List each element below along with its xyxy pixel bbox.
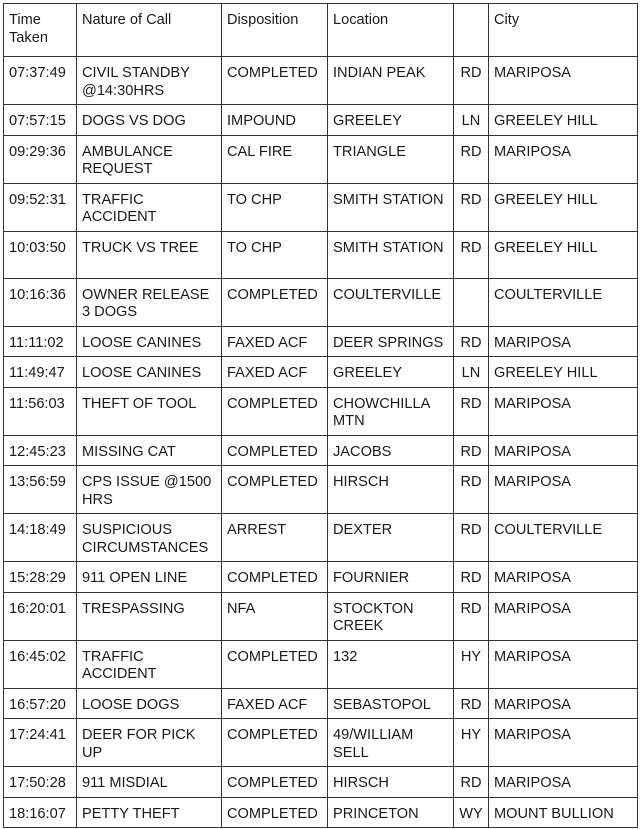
street-suffix-cell: RD <box>454 514 489 562</box>
location-cell: GREELEY <box>328 105 454 136</box>
location-cell: 132 <box>328 640 454 688</box>
header-nature-of-call: Nature of Call <box>77 4 222 57</box>
disposition-cell: COMPLETED <box>222 767 328 798</box>
city-cell: MARIPOSA <box>489 767 638 798</box>
table-row <box>4 387 638 435</box>
city-cell: GREELEY HILL <box>489 231 638 278</box>
location-cell: HIRSCH <box>328 466 454 514</box>
location-cell: PRINCETON <box>328 797 454 828</box>
nature-cell: OWNER RELEASE 3 DOGS <box>77 278 222 326</box>
street-suffix-cell: LN <box>454 357 489 388</box>
nature-cell: LOOSE CANINES <box>77 357 222 388</box>
table-row <box>4 231 638 278</box>
city-cell: GREELEY HILL <box>489 105 638 136</box>
header-row <box>4 4 638 57</box>
disposition-cell: COMPLETED <box>222 57 328 105</box>
table-row <box>4 688 638 719</box>
nature-cell: TRAFFIC ACCIDENT <box>77 183 222 231</box>
time-cell: 10:03:50 <box>4 231 77 278</box>
disposition-cell: FAXED ACF <box>222 326 328 357</box>
street-suffix-cell: RD <box>454 183 489 231</box>
location-cell: FOURNIER <box>328 562 454 593</box>
time-cell: 17:50:28 <box>4 767 77 798</box>
city-cell: MARIPOSA <box>489 592 638 640</box>
table-row <box>4 797 638 828</box>
nature-cell: THEFT OF TOOL <box>77 387 222 435</box>
location-cell: SMITH STATION <box>328 183 454 231</box>
location-cell: DEXTER <box>328 514 454 562</box>
table-row <box>4 135 638 183</box>
location-cell: 49/WILLIAM SELL <box>328 719 454 767</box>
table-row <box>4 592 638 640</box>
time-cell: 11:56:03 <box>4 387 77 435</box>
table-row <box>4 435 638 466</box>
disposition-cell: COMPLETED <box>222 719 328 767</box>
header-street-suffix <box>454 4 489 57</box>
city-cell: MARIPOSA <box>489 57 638 105</box>
disposition-cell: COMPLETED <box>222 278 328 326</box>
city-cell: COULTERVILLE <box>489 514 638 562</box>
time-cell: 16:45:02 <box>4 640 77 688</box>
nature-cell: PETTY THEFT <box>77 797 222 828</box>
location-cell: CHOWCHILLA MTN <box>328 387 454 435</box>
street-suffix-cell: HY <box>454 719 489 767</box>
nature-cell: TRUCK VS TREE <box>77 231 222 278</box>
location-cell: SEBASTOPOL <box>328 688 454 719</box>
disposition-cell: TO CHP <box>222 183 328 231</box>
time-cell: 09:52:31 <box>4 183 77 231</box>
nature-cell: TRESPASSING <box>77 592 222 640</box>
table-row <box>4 719 638 767</box>
city-cell: COULTERVILLE <box>489 278 638 326</box>
city-cell: MARIPOSA <box>489 562 638 593</box>
nature-cell: LOOSE CANINES <box>77 326 222 357</box>
location-cell: HIRSCH <box>328 767 454 798</box>
time-cell: 07:37:49 <box>4 57 77 105</box>
street-suffix-cell: RD <box>454 326 489 357</box>
nature-cell: AMBULANCE REQUEST <box>77 135 222 183</box>
city-cell: GREELEY HILL <box>489 357 638 388</box>
street-suffix-cell: LN <box>454 105 489 136</box>
location-cell: SMITH STATION <box>328 231 454 278</box>
nature-cell: 911 OPEN LINE <box>77 562 222 593</box>
header-location: Location <box>328 4 454 57</box>
table-row <box>4 562 638 593</box>
table-row <box>4 278 638 326</box>
street-suffix-cell: RD <box>454 387 489 435</box>
disposition-cell: COMPLETED <box>222 640 328 688</box>
disposition-cell: FAXED ACF <box>222 688 328 719</box>
street-suffix-cell: RD <box>454 767 489 798</box>
nature-cell: CPS ISSUE @1500 HRS <box>77 466 222 514</box>
location-cell: COULTERVILLE <box>328 278 454 326</box>
time-cell: 17:24:41 <box>4 719 77 767</box>
call-log-table <box>3 3 638 828</box>
nature-cell: TRAFFIC ACCIDENT <box>77 640 222 688</box>
header-time-taken: Time Taken <box>4 4 77 57</box>
city-cell: MARIPOSA <box>489 688 638 719</box>
city-cell: MARIPOSA <box>489 135 638 183</box>
location-cell: GREELEY <box>328 357 454 388</box>
location-cell: STOCKTON CREEK <box>328 592 454 640</box>
table-row <box>4 640 638 688</box>
nature-cell: CIVIL STANDBY @14:30HRS <box>77 57 222 105</box>
nature-cell: DOGS VS DOG <box>77 105 222 136</box>
time-cell: 12:45:23 <box>4 435 77 466</box>
nature-cell: SUSPICIOUS CIRCUMSTANCES <box>77 514 222 562</box>
table-row <box>4 57 638 105</box>
time-cell: 11:49:47 <box>4 357 77 388</box>
location-cell: DEER SPRINGS <box>328 326 454 357</box>
time-cell: 16:57:20 <box>4 688 77 719</box>
location-cell: INDIAN PEAK <box>328 57 454 105</box>
disposition-cell: IMPOUND <box>222 105 328 136</box>
city-cell: MARIPOSA <box>489 640 638 688</box>
street-suffix-cell: RD <box>454 562 489 593</box>
disposition-cell: ARREST <box>222 514 328 562</box>
street-suffix-cell: RD <box>454 688 489 719</box>
street-suffix-cell: RD <box>454 57 489 105</box>
disposition-cell: COMPLETED <box>222 387 328 435</box>
disposition-cell: CAL FIRE <box>222 135 328 183</box>
street-suffix-cell: RD <box>454 135 489 183</box>
table-row <box>4 357 638 388</box>
nature-cell: DEER FOR PICK UP <box>77 719 222 767</box>
time-cell: 07:57:15 <box>4 105 77 136</box>
table-row <box>4 514 638 562</box>
disposition-cell: COMPLETED <box>222 435 328 466</box>
city-cell: MARIPOSA <box>489 719 638 767</box>
time-cell: 13:56:59 <box>4 466 77 514</box>
time-cell: 15:28:29 <box>4 562 77 593</box>
street-suffix-cell: RD <box>454 231 489 278</box>
disposition-cell: COMPLETED <box>222 466 328 514</box>
street-suffix-cell: RD <box>454 466 489 514</box>
table-row <box>4 767 638 798</box>
time-cell: 11:11:02 <box>4 326 77 357</box>
header-disposition: Disposition <box>222 4 328 57</box>
nature-cell: MISSING CAT <box>77 435 222 466</box>
disposition-cell: FAXED ACF <box>222 357 328 388</box>
street-suffix-cell: RD <box>454 592 489 640</box>
disposition-cell: COMPLETED <box>222 562 328 593</box>
nature-cell: LOOSE DOGS <box>77 688 222 719</box>
table-row <box>4 466 638 514</box>
time-cell: 09:29:36 <box>4 135 77 183</box>
city-cell: GREELEY HILL <box>489 183 638 231</box>
city-cell: MARIPOSA <box>489 326 638 357</box>
street-suffix-cell: WY <box>454 797 489 828</box>
table-row <box>4 183 638 231</box>
table-row <box>4 326 638 357</box>
street-suffix-cell: HY <box>454 640 489 688</box>
call-log-body <box>4 57 638 828</box>
city-cell: MARIPOSA <box>489 435 638 466</box>
street-suffix-cell <box>454 278 489 326</box>
city-cell: MOUNT BULLION <box>489 797 638 828</box>
city-cell: MARIPOSA <box>489 387 638 435</box>
disposition-cell: COMPLETED <box>222 797 328 828</box>
nature-cell: 911 MISDIAL <box>77 767 222 798</box>
header-city: City <box>489 4 638 57</box>
street-suffix-cell: RD <box>454 435 489 466</box>
disposition-cell: NFA <box>222 592 328 640</box>
time-cell: 14:18:49 <box>4 514 77 562</box>
table-row <box>4 105 638 136</box>
disposition-cell: TO CHP <box>222 231 328 278</box>
time-cell: 16:20:01 <box>4 592 77 640</box>
location-cell: JACOBS <box>328 435 454 466</box>
time-cell: 10:16:36 <box>4 278 77 326</box>
city-cell: MARIPOSA <box>489 466 638 514</box>
time-cell: 18:16:07 <box>4 797 77 828</box>
location-cell: TRIANGLE <box>328 135 454 183</box>
